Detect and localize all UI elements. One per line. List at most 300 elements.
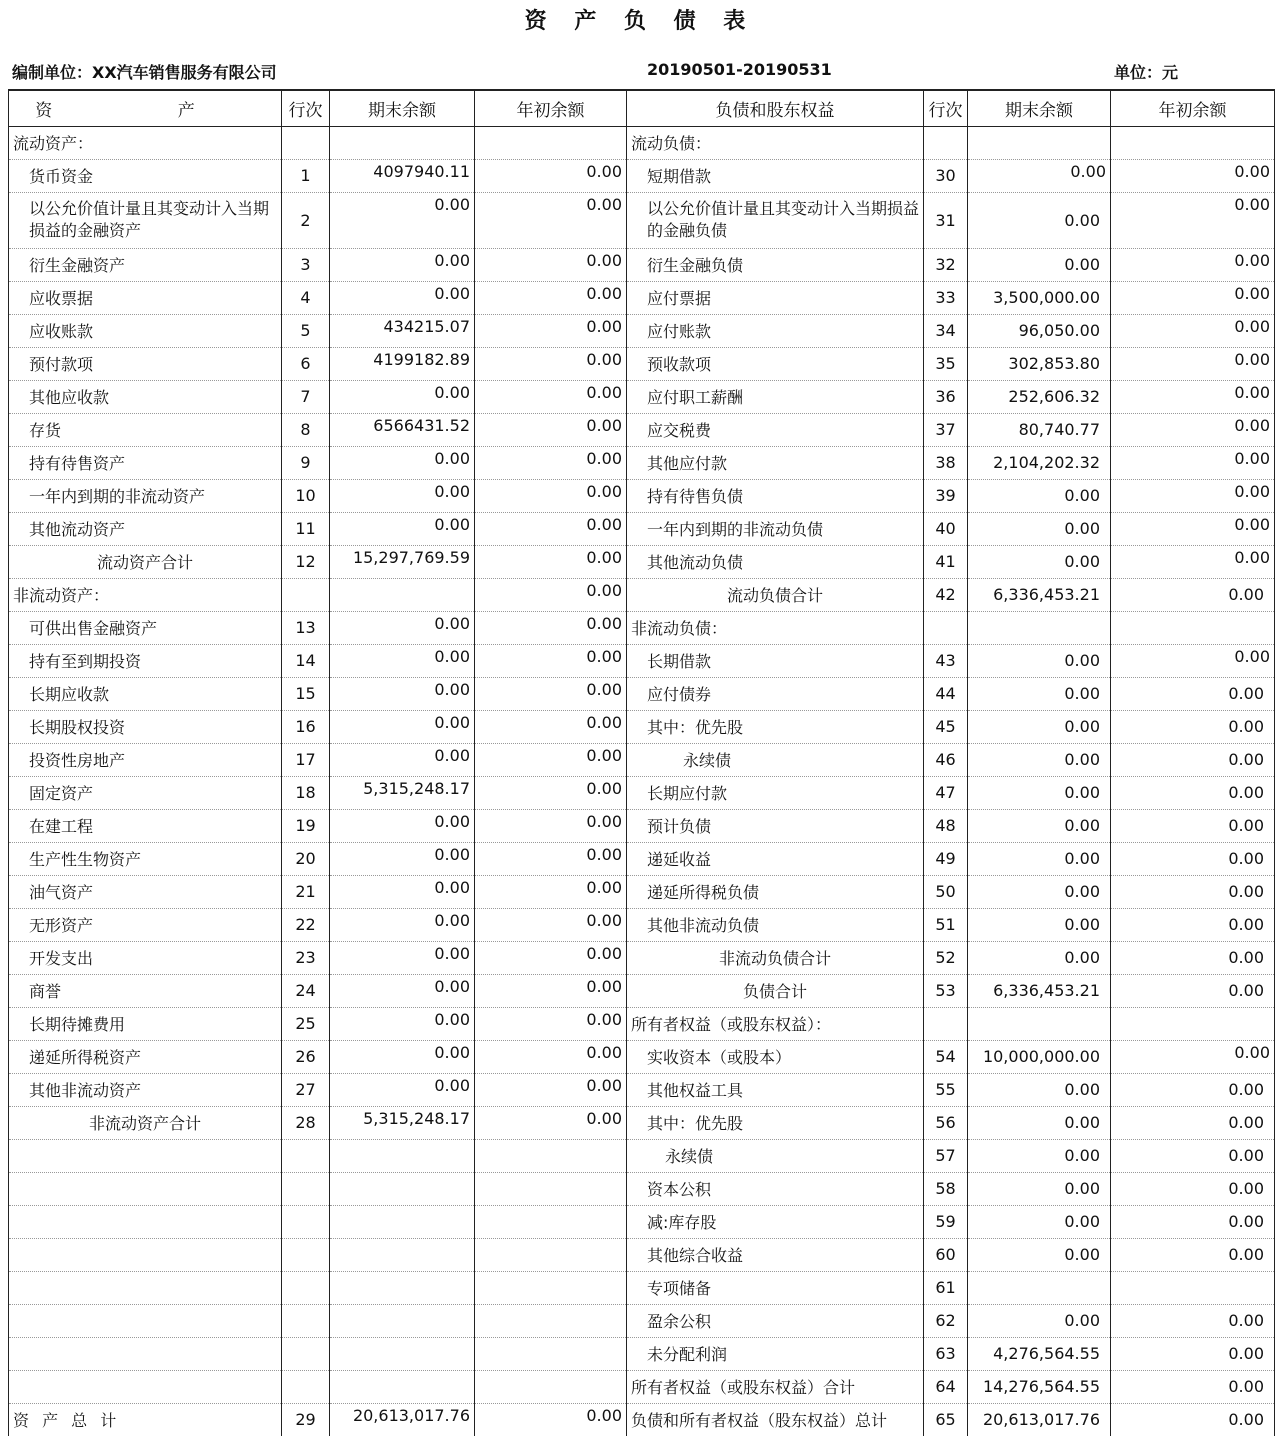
liability-begin-balance: 0.00	[1111, 875, 1275, 908]
liability-line-no: 39	[924, 479, 968, 512]
asset-end-balance	[330, 1337, 475, 1370]
asset-name: 无形资产	[9, 908, 282, 941]
asset-end-balance: 6566431.52	[330, 413, 475, 446]
liability-name: 资本公积	[627, 1172, 924, 1205]
liability-begin-balance: 0.00	[1111, 545, 1275, 578]
asset-name: 应收票据	[9, 281, 282, 314]
liability-line-no: 54	[924, 1040, 968, 1073]
liability-end-balance: 80,740.77	[968, 413, 1111, 446]
asset-name: 投资性房地产	[9, 743, 282, 776]
asset-begin-balance: 0.00	[475, 512, 627, 545]
liability-name: 衍生金融负债	[627, 248, 924, 281]
asset-end-balance: 0.00	[330, 446, 475, 479]
asset-end-balance: 0.00	[330, 842, 475, 875]
liability-line-no: 34	[924, 314, 968, 347]
asset-name: 其他应收款	[9, 380, 282, 413]
asset-begin-balance: 0.00	[475, 776, 627, 809]
asset-line-no: 9	[282, 446, 330, 479]
asset-end-balance: 0.00	[330, 710, 475, 743]
liability-begin-balance: 0.00	[1111, 578, 1275, 611]
liability-name: 盈余公积	[627, 1304, 924, 1337]
asset-end-balance	[330, 1304, 475, 1337]
table-row	[9, 1172, 1275, 1205]
liability-end-balance: 0.00	[968, 776, 1111, 809]
liability-name: 长期借款	[627, 644, 924, 677]
asset-line-no: 11	[282, 512, 330, 545]
liability-begin-balance	[1111, 611, 1275, 644]
asset-name: 流动资产合计	[9, 545, 282, 578]
asset-line-no: 3	[282, 248, 330, 281]
asset-line-no: 24	[282, 974, 330, 1007]
liability-name: 非流动负债合计	[627, 941, 924, 974]
asset-line-no: 26	[282, 1040, 330, 1073]
liability-begin-balance: 0.00	[1111, 479, 1275, 512]
liability-name: 流动负债：	[627, 126, 924, 159]
asset-begin-balance: 0.00	[475, 248, 627, 281]
asset-begin-balance: 0.00	[475, 1007, 627, 1040]
table-row	[9, 1040, 1275, 1073]
table-row	[9, 314, 1275, 347]
asset-begin-balance: 0.00	[475, 611, 627, 644]
liability-name: 负债合计	[627, 974, 924, 1007]
liability-line-no: 62	[924, 1304, 968, 1337]
header-liability-begin: 年初余额	[1111, 90, 1275, 126]
asset-end-balance: 0.00	[330, 875, 475, 908]
table-row	[9, 974, 1275, 1007]
asset-end-balance: 0.00	[330, 281, 475, 314]
liability-end-balance	[968, 1271, 1111, 1304]
asset-begin-balance: 0.00	[475, 842, 627, 875]
liability-begin-balance: 0.00	[1111, 314, 1275, 347]
asset-begin-balance: 0.00	[475, 1073, 627, 1106]
asset-end-balance: 0.00	[330, 479, 475, 512]
asset-name: 其他非流动资产	[9, 1073, 282, 1106]
asset-begin-balance	[475, 126, 627, 159]
table-row	[9, 776, 1275, 809]
asset-end-balance	[330, 126, 475, 159]
liability-line-no: 57	[924, 1139, 968, 1172]
liability-name: 所有者权益（或股东权益）合计	[627, 1370, 924, 1403]
asset-begin-balance: 0.00	[475, 479, 627, 512]
table-row	[9, 126, 1275, 159]
asset-line-no: 10	[282, 479, 330, 512]
liability-name: 递延收益	[627, 842, 924, 875]
asset-begin-balance: 0.00	[475, 446, 627, 479]
asset-name: 生产性生物资产	[9, 842, 282, 875]
asset-line-no: 22	[282, 908, 330, 941]
liability-end-balance: 0.00	[968, 192, 1111, 248]
asset-line-no: 2	[282, 192, 330, 248]
asset-end-balance: 4097940.11	[330, 159, 475, 192]
asset-line-no	[282, 578, 330, 611]
liability-name: 实收资本（或股本）	[627, 1040, 924, 1073]
asset-name: 递延所得税资产	[9, 1040, 282, 1073]
liability-end-balance: 14,276,564.55	[968, 1370, 1111, 1403]
asset-line-no: 20	[282, 842, 330, 875]
liability-begin-balance: 0.00	[1111, 842, 1275, 875]
asset-end-balance: 15,297,769.59	[330, 545, 475, 578]
liability-end-balance: 20,613,017.76	[968, 1403, 1111, 1436]
liability-line-no	[924, 1007, 968, 1040]
liability-end-balance: 3,500,000.00	[968, 281, 1111, 314]
liability-begin-balance: 0.00	[1111, 281, 1275, 314]
liability-begin-balance: 0.00	[1111, 1238, 1275, 1271]
asset-begin-balance: 0.00	[475, 875, 627, 908]
asset-name: 持有至到期投资	[9, 644, 282, 677]
liability-end-balance: 0.00	[968, 743, 1111, 776]
liability-end-balance: 0.00	[968, 248, 1111, 281]
asset-end-balance	[330, 1172, 475, 1205]
asset-line-no: 4	[282, 281, 330, 314]
asset-line-no	[282, 1370, 330, 1403]
table-row	[9, 413, 1275, 446]
liability-line-no: 37	[924, 413, 968, 446]
liability-begin-balance: 0.00	[1111, 380, 1275, 413]
liability-name: 流动负债合计	[627, 578, 924, 611]
asset-end-balance: 4199182.89	[330, 347, 475, 380]
liability-end-balance	[968, 1007, 1111, 1040]
asset-end-balance	[330, 578, 475, 611]
header-liability-no: 行次	[924, 90, 968, 126]
liability-begin-balance: 0.00	[1111, 192, 1275, 248]
asset-name: 可供出售金融资产	[9, 611, 282, 644]
asset-name: 非流动资产：	[9, 578, 282, 611]
liability-line-no: 52	[924, 941, 968, 974]
asset-name	[9, 1172, 282, 1205]
liability-begin-balance: 0.00	[1111, 1205, 1275, 1238]
balance-sheet-table	[8, 89, 1275, 1436]
header-asset-begin: 年初余额	[475, 90, 627, 126]
asset-end-balance: 0.00	[330, 611, 475, 644]
asset-begin-balance	[475, 1139, 627, 1172]
asset-end-balance: 0.00	[330, 743, 475, 776]
liability-line-no: 60	[924, 1238, 968, 1271]
asset-end-balance: 0.00	[330, 908, 475, 941]
asset-name	[9, 1205, 282, 1238]
table-row	[9, 248, 1275, 281]
liability-name: 其他综合收益	[627, 1238, 924, 1271]
liability-begin-balance: 0.00	[1111, 908, 1275, 941]
liability-end-balance: 0.00	[968, 842, 1111, 875]
liability-name: 非流动负债：	[627, 611, 924, 644]
liability-name: 减:库存股	[627, 1205, 924, 1238]
liability-name: 其他应付款	[627, 446, 924, 479]
liability-name: 负债和所有者权益（股东权益）总计	[627, 1403, 924, 1436]
asset-begin-balance	[475, 1337, 627, 1370]
table-row	[9, 611, 1275, 644]
liability-begin-balance: 0.00	[1111, 159, 1275, 192]
liability-line-no: 43	[924, 644, 968, 677]
liability-line-no: 56	[924, 1106, 968, 1139]
liability-begin-balance: 0.00	[1111, 644, 1275, 677]
liability-name: 其中：优先股	[627, 1106, 924, 1139]
report-title: 资 产 负 债 表	[524, 9, 756, 34]
header-asset: 资 产	[9, 90, 282, 126]
header-asset-no: 行次	[282, 90, 330, 126]
asset-name	[9, 1370, 282, 1403]
liability-name: 永续债	[627, 1139, 924, 1172]
liability-line-no: 38	[924, 446, 968, 479]
asset-line-no	[282, 1172, 330, 1205]
liability-end-balance: 0.00	[968, 1205, 1111, 1238]
asset-name: 固定资产	[9, 776, 282, 809]
liability-end-balance: 96,050.00	[968, 314, 1111, 347]
asset-end-balance	[330, 1271, 475, 1304]
asset-name: 商誉	[9, 974, 282, 1007]
asset-begin-balance: 0.00	[475, 908, 627, 941]
liability-end-balance: 302,853.80	[968, 347, 1111, 380]
liability-end-balance: 6,336,453.21	[968, 578, 1111, 611]
liability-begin-balance	[1111, 1271, 1275, 1304]
table-row	[9, 875, 1275, 908]
table-row	[9, 1403, 1275, 1436]
asset-begin-balance: 0.00	[475, 192, 627, 248]
asset-line-no: 25	[282, 1007, 330, 1040]
asset-line-no: 15	[282, 677, 330, 710]
asset-begin-balance: 0.00	[475, 941, 627, 974]
table-header-row	[9, 90, 1275, 126]
liability-line-no	[924, 126, 968, 159]
liability-begin-balance	[1111, 1007, 1275, 1040]
liability-line-no: 47	[924, 776, 968, 809]
liability-line-no: 33	[924, 281, 968, 314]
asset-name: 存货	[9, 413, 282, 446]
table-row	[9, 545, 1275, 578]
asset-line-no: 28	[282, 1106, 330, 1139]
asset-end-balance: 0.00	[330, 941, 475, 974]
table-row	[9, 710, 1275, 743]
liability-end-balance: 0.00	[968, 908, 1111, 941]
unit-label: 单位：元	[1114, 63, 1179, 82]
asset-name: 在建工程	[9, 809, 282, 842]
header-liability: 负债和股东权益	[627, 90, 924, 126]
liability-begin-balance: 0.00	[1111, 248, 1275, 281]
table-row	[9, 380, 1275, 413]
liability-line-no: 55	[924, 1073, 968, 1106]
asset-end-balance	[330, 1205, 475, 1238]
liability-line-no: 32	[924, 248, 968, 281]
asset-name: 长期应收款	[9, 677, 282, 710]
liability-begin-balance: 0.00	[1111, 1304, 1275, 1337]
liability-end-balance: 0.00	[968, 545, 1111, 578]
asset-begin-balance: 0.00	[475, 644, 627, 677]
asset-name: 长期股权投资	[9, 710, 282, 743]
asset-name: 长期待摊费用	[9, 1007, 282, 1040]
table-row	[9, 578, 1275, 611]
liability-line-no: 59	[924, 1205, 968, 1238]
asset-name	[9, 1337, 282, 1370]
liability-end-balance: 0.00	[968, 1073, 1111, 1106]
asset-name: 衍生金融资产	[9, 248, 282, 281]
liability-line-no: 64	[924, 1370, 968, 1403]
asset-line-no	[282, 1205, 330, 1238]
asset-begin-balance: 0.00	[475, 578, 627, 611]
asset-line-no	[282, 1238, 330, 1271]
liability-name: 应付账款	[627, 314, 924, 347]
asset-line-no	[282, 126, 330, 159]
table-row	[9, 1304, 1275, 1337]
liability-begin-balance: 0.00	[1111, 1172, 1275, 1205]
asset-end-balance: 0.00	[330, 380, 475, 413]
table-row	[9, 1205, 1275, 1238]
table-row	[9, 644, 1275, 677]
table-row	[9, 479, 1275, 512]
liability-line-no: 63	[924, 1337, 968, 1370]
asset-begin-balance	[475, 1172, 627, 1205]
liability-name: 持有待售负债	[627, 479, 924, 512]
asset-line-no	[282, 1337, 330, 1370]
asset-line-no: 27	[282, 1073, 330, 1106]
liability-end-balance: 0.00	[968, 1106, 1111, 1139]
liability-end-balance: 0.00	[968, 677, 1111, 710]
asset-begin-balance: 0.00	[475, 677, 627, 710]
asset-name	[9, 1238, 282, 1271]
liability-name: 短期借款	[627, 159, 924, 192]
asset-name: 油气资产	[9, 875, 282, 908]
asset-end-balance	[330, 1139, 475, 1172]
asset-begin-balance: 0.00	[475, 314, 627, 347]
liability-end-balance	[968, 611, 1111, 644]
liability-line-no: 48	[924, 809, 968, 842]
liability-name: 一年内到期的非流动负债	[627, 512, 924, 545]
liability-line-no: 61	[924, 1271, 968, 1304]
liability-name: 其他流动负债	[627, 545, 924, 578]
asset-begin-balance: 0.00	[475, 743, 627, 776]
asset-begin-balance: 0.00	[475, 1106, 627, 1139]
asset-name	[9, 1139, 282, 1172]
asset-end-balance: 0.00	[330, 1040, 475, 1073]
table-row	[9, 1106, 1275, 1139]
liability-end-balance: 0.00	[968, 941, 1111, 974]
liability-begin-balance: 0.00	[1111, 941, 1275, 974]
liability-line-no: 50	[924, 875, 968, 908]
liability-line-no	[924, 611, 968, 644]
liability-name: 预计负债	[627, 809, 924, 842]
asset-begin-balance: 0.00	[475, 347, 627, 380]
header-asset-end: 期末余额	[330, 90, 475, 126]
asset-begin-balance: 0.00	[475, 380, 627, 413]
liability-line-no: 31	[924, 192, 968, 248]
asset-name: 非流动资产合计	[9, 1106, 282, 1139]
asset-line-no: 13	[282, 611, 330, 644]
liability-end-balance: 0.00	[968, 1139, 1111, 1172]
asset-begin-balance	[475, 1271, 627, 1304]
table-row	[9, 1337, 1275, 1370]
liability-end-balance: 0.00	[968, 1238, 1111, 1271]
liability-begin-balance: 0.00	[1111, 512, 1275, 545]
asset-line-no: 16	[282, 710, 330, 743]
asset-name: 预付款项	[9, 347, 282, 380]
table-row	[9, 908, 1275, 941]
liability-end-balance: 0.00	[968, 159, 1111, 192]
liability-line-no: 49	[924, 842, 968, 875]
liability-name: 预收款项	[627, 347, 924, 380]
asset-name: 流动资产：	[9, 126, 282, 159]
table-row	[9, 842, 1275, 875]
asset-end-balance	[330, 1238, 475, 1271]
asset-name: 一年内到期的非流动资产	[9, 479, 282, 512]
asset-begin-balance: 0.00	[475, 1040, 627, 1073]
table-row	[9, 941, 1275, 974]
liability-line-no: 58	[924, 1172, 968, 1205]
liability-line-no: 42	[924, 578, 968, 611]
liability-name: 永续债	[627, 743, 924, 776]
liability-name: 递延所得税负债	[627, 875, 924, 908]
table-row	[9, 743, 1275, 776]
asset-name	[9, 1304, 282, 1337]
asset-end-balance	[330, 1370, 475, 1403]
liability-name: 未分配利润	[627, 1337, 924, 1370]
asset-name: 持有待售资产	[9, 446, 282, 479]
liability-begin-balance: 0.00	[1111, 974, 1275, 1007]
liability-name: 应付债券	[627, 677, 924, 710]
asset-line-no: 6	[282, 347, 330, 380]
table-row	[9, 1007, 1275, 1040]
liability-begin-balance: 0.00	[1111, 1337, 1275, 1370]
asset-name: 资 产 总 计	[9, 1403, 282, 1436]
asset-line-no: 23	[282, 941, 330, 974]
header-liability-end: 期末余额	[968, 90, 1111, 126]
report-period: 20190501-20190531	[647, 60, 832, 79]
liability-begin-balance: 0.00	[1111, 446, 1275, 479]
asset-end-balance: 0.00	[330, 1073, 475, 1106]
asset-begin-balance: 0.00	[475, 710, 627, 743]
asset-line-no: 17	[282, 743, 330, 776]
table-row	[9, 1073, 1275, 1106]
table-row	[9, 809, 1275, 842]
asset-end-balance: 0.00	[330, 644, 475, 677]
table-row	[9, 347, 1275, 380]
liability-end-balance: 0.00	[968, 710, 1111, 743]
liability-line-no: 51	[924, 908, 968, 941]
asset-name: 应收账款	[9, 314, 282, 347]
liability-end-balance: 0.00	[968, 512, 1111, 545]
table-row	[9, 281, 1275, 314]
liability-end-balance: 0.00	[968, 644, 1111, 677]
liability-begin-balance: 0.00	[1111, 413, 1275, 446]
liability-begin-balance: 0.00	[1111, 1403, 1275, 1436]
asset-begin-balance	[475, 1304, 627, 1337]
liability-name: 应交税费	[627, 413, 924, 446]
asset-name: 开发支出	[9, 941, 282, 974]
liability-line-no: 65	[924, 1403, 968, 1436]
asset-line-no	[282, 1139, 330, 1172]
liability-name: 应付职工薪酬	[627, 380, 924, 413]
liability-begin-balance: 0.00	[1111, 776, 1275, 809]
asset-name: 以公允价值计量且其变动计入当期损益的金融资产	[9, 192, 282, 248]
asset-line-no: 7	[282, 380, 330, 413]
asset-end-balance: 20,613,017.76	[330, 1403, 475, 1436]
asset-line-no: 21	[282, 875, 330, 908]
asset-begin-balance	[475, 1205, 627, 1238]
table-row	[9, 512, 1275, 545]
liability-name: 其他权益工具	[627, 1073, 924, 1106]
liability-begin-balance: 0.00	[1111, 743, 1275, 776]
asset-end-balance: 0.00	[330, 974, 475, 1007]
asset-begin-balance: 0.00	[475, 1403, 627, 1436]
liability-end-balance: 252,606.32	[968, 380, 1111, 413]
liability-begin-balance: 0.00	[1111, 809, 1275, 842]
asset-begin-balance: 0.00	[475, 545, 627, 578]
asset-line-no: 14	[282, 644, 330, 677]
asset-line-no: 5	[282, 314, 330, 347]
liability-end-balance: 0.00	[968, 1172, 1111, 1205]
liability-end-balance: 0.00	[968, 875, 1111, 908]
liability-begin-balance: 0.00	[1111, 1139, 1275, 1172]
liability-line-no: 40	[924, 512, 968, 545]
asset-line-no: 12	[282, 545, 330, 578]
asset-line-no: 8	[282, 413, 330, 446]
